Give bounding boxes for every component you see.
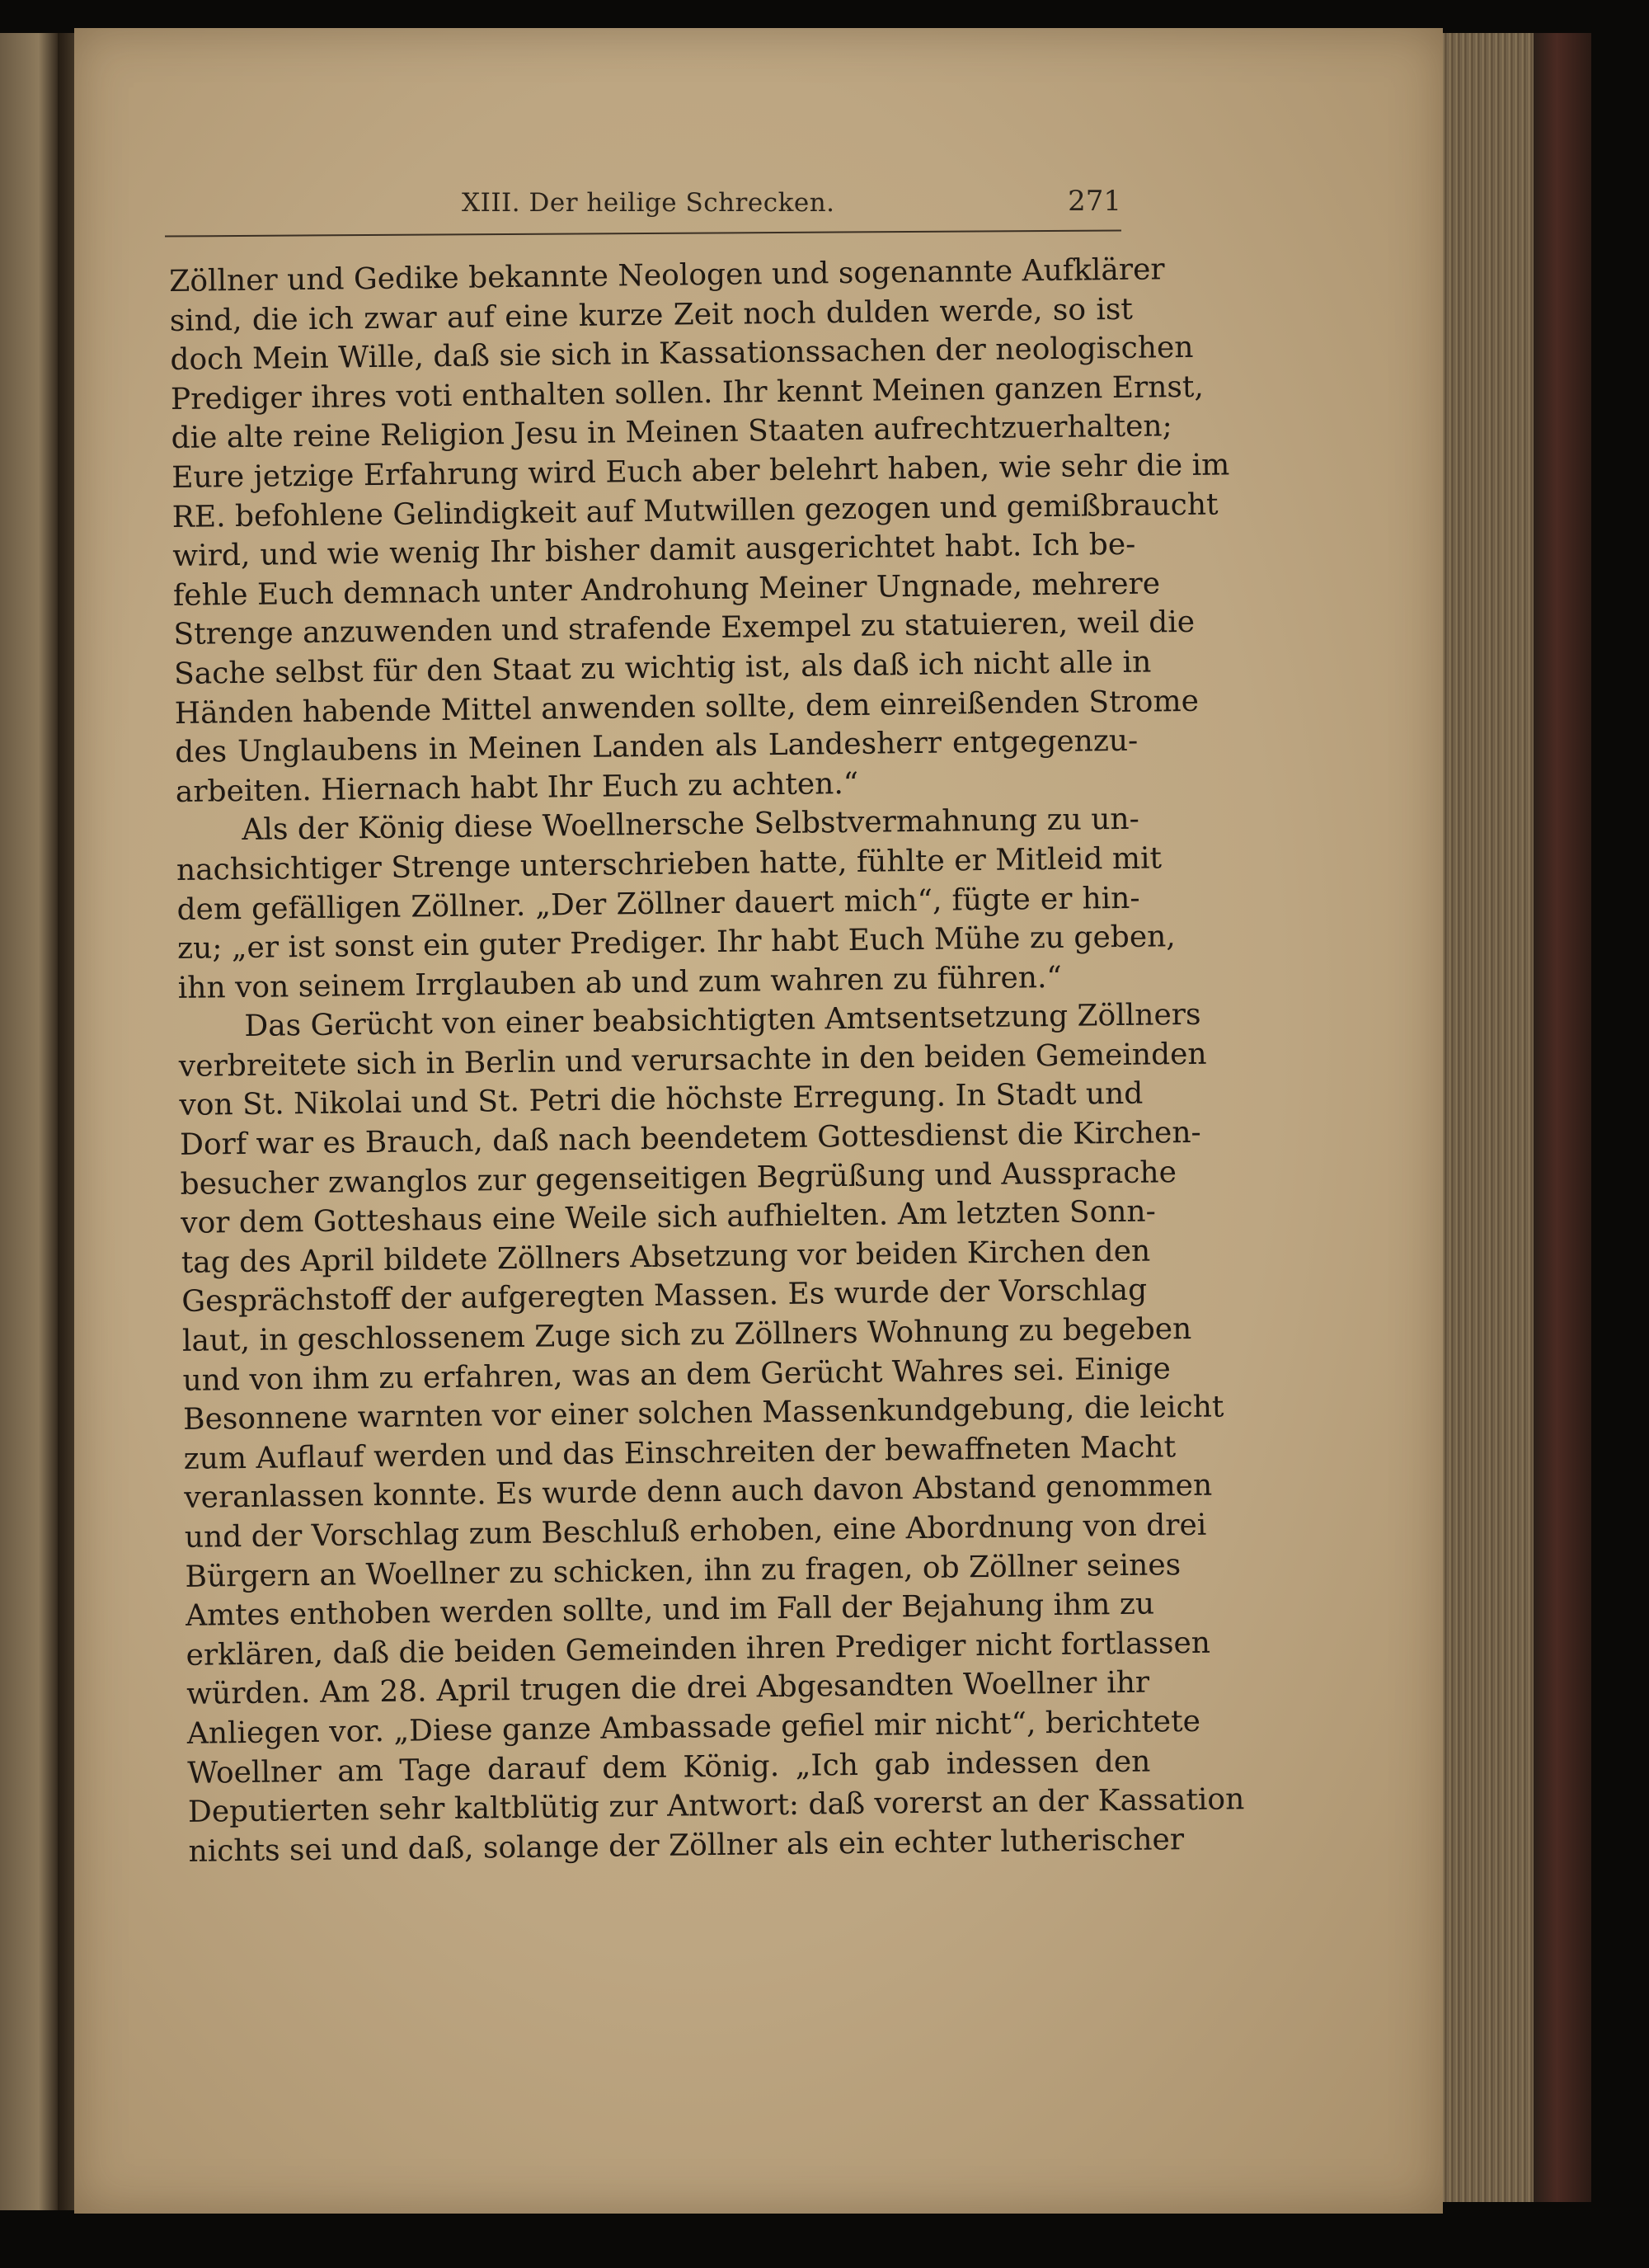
left-page-edge <box>0 33 64 2210</box>
text-line: und der Vorschlag zum Beschluß erhoben, eine Abordnung von drei <box>184 1508 1207 1555</box>
text-line: Woellner am Tage darauf dem König. „Ich gab indessen den <box>187 1744 1151 1790</box>
running-header <box>165 181 1121 231</box>
text-line: Anliegen vor. „Diese ganze Ambassade gefiel mir nicht“, berichtete <box>186 1704 1201 1751</box>
text-line: doch Mein Wille, daß sie sich in Kassationssachen der neologischen <box>170 331 1194 378</box>
text-line: zu; „er ist sonst ein guter Prediger. Ihr habt Euch Mühe zu geben, <box>176 920 1177 967</box>
text-line: Strenge anzuwenden und strafende Exempel zu statuieren, weil die <box>173 605 1196 652</box>
text-line: Gesprächstoff der aufgeregten Massen. Es wurde der Vorschlag <box>181 1273 1148 1320</box>
text-line: von St. Nikolai und St. Petri die höchste Erregung. In Stadt und <box>179 1077 1144 1123</box>
text-line: und von ihm zu erfahren, was an dem Gerücht Wahres sei. Einige <box>182 1351 1172 1398</box>
text-line: Zöllner und Gedike bekannte Neologen und sogenannte Aufklärer <box>169 252 1165 299</box>
text-line: Händen habende Mittel anwenden sollte, dem einreißenden Strome <box>174 684 1200 731</box>
text-line: Deputierten sehr kaltblütig zur Antwort: daß vorerst an der Kassation <box>187 1782 1245 1830</box>
text-line: arbeiten. Hiernach habt Ihr Euch zu achten.“ <box>175 766 859 809</box>
text-line: sind, die ich zwar auf eine kurze Zeit noch dulden werde, so ist <box>169 292 1134 338</box>
page-fore-edge <box>1435 33 1542 2202</box>
text-line: erklären, daß die beiden Gemeinden ihren Prediger nicht fortlassen <box>186 1626 1211 1673</box>
text-line: Dorf war es Brauch, daß nach beendetem Gottesdienst die Kirchen- <box>179 1115 1201 1162</box>
paragraph-start-line: Das Gerücht von einer beabsichtigten Amtsentsetzung Zöllners <box>244 998 1201 1044</box>
page-number: 271 <box>1068 185 1121 218</box>
text-line: Sache selbst für den Staat zu wichtig ist, als daß ich nicht alle in <box>173 645 1152 691</box>
text-line: Besonnene warnten vor einer solchen Massenkundgebung, die leicht <box>182 1390 1224 1437</box>
text-line: Prediger ihres voti enthalten sollen. Ihr kennt Meinen ganzen Ernst, <box>170 369 1205 416</box>
text-line: verbreitete sich in Berlin und verursachte in den beiden Gemeinden <box>178 1037 1207 1084</box>
text-line: Bürgern an Woellner zu schicken, ihn zu fragen, ob Zöllner seines <box>185 1547 1182 1594</box>
text-line: des Unglaubens in Meinen Landen als Landesherr entgegenzu- <box>175 723 1139 770</box>
text-line: dem gefälligen Zöllner. „Der Zöllner dauert mich“, fügte er hin- <box>176 881 1140 927</box>
text-line: tag des April bildete Zöllners Absetzung vor beiden Kirchen den <box>181 1234 1151 1280</box>
text-line: besucher zwanglos zur gegenseitigen Begrüßung und Aussprache <box>180 1155 1177 1202</box>
text-line: ihn von seinem Irrglauben ab und zum wahren zu führen.“ <box>177 960 1063 1005</box>
text-line: vor dem Gotteshaus eine Weile sich aufhielten. Am letzten Sonn- <box>180 1194 1157 1241</box>
text-line: RE. befohlene Gelindigkeit auf Mutwillen gezogen und gemißbraucht <box>171 487 1219 534</box>
paragraph-start-line: Als der König diese Woellnersche Selbstvermahnung zu un- <box>242 802 1140 848</box>
running-title: XIII. Der heilige Schrecken. <box>462 188 835 218</box>
text-line: würden. Am 28. April trugen die drei Abgesandten Woellner ihr <box>186 1665 1150 1712</box>
text-line: fehle Euch demnach unter Androhung Meiner Ungnade, mehrere <box>172 567 1161 613</box>
book-cover-edge <box>1534 33 1591 2202</box>
text-line: zum Auflauf werden und das Einschreiten der bewaffneten Macht <box>183 1430 1177 1476</box>
text-line: Eure jetzige Erfahrung wird Euch aber belehrt haben, wie sehr die im <box>171 448 1230 495</box>
text-line: die alte reine Religion Jesu in Meinen Staaten aufrechtzuerhalten; <box>171 409 1172 456</box>
body-text <box>169 251 1245 1871</box>
text-line: nichts sei und daß, solange der Zöllner als ein echter lutherischer <box>188 1822 1185 1869</box>
text-line: laut, in geschlossenem Zuge sich zu Zöllners Wohnung zu begeben <box>181 1311 1192 1358</box>
text-line: nachsichtiger Strenge unterschrieben hatte, fühlte er Mitleid mit <box>176 841 1163 887</box>
text-line: veranlassen konnte. Es wurde denn auch davon Abstand genommen <box>184 1469 1213 1516</box>
text-line: wird, und wie wenig Ihr bisher damit ausgerichtet habt. Ich be- <box>172 527 1136 574</box>
text-line: Amtes enthoben werden sollte, und im Fall der Bejahung ihm zu <box>185 1587 1155 1634</box>
